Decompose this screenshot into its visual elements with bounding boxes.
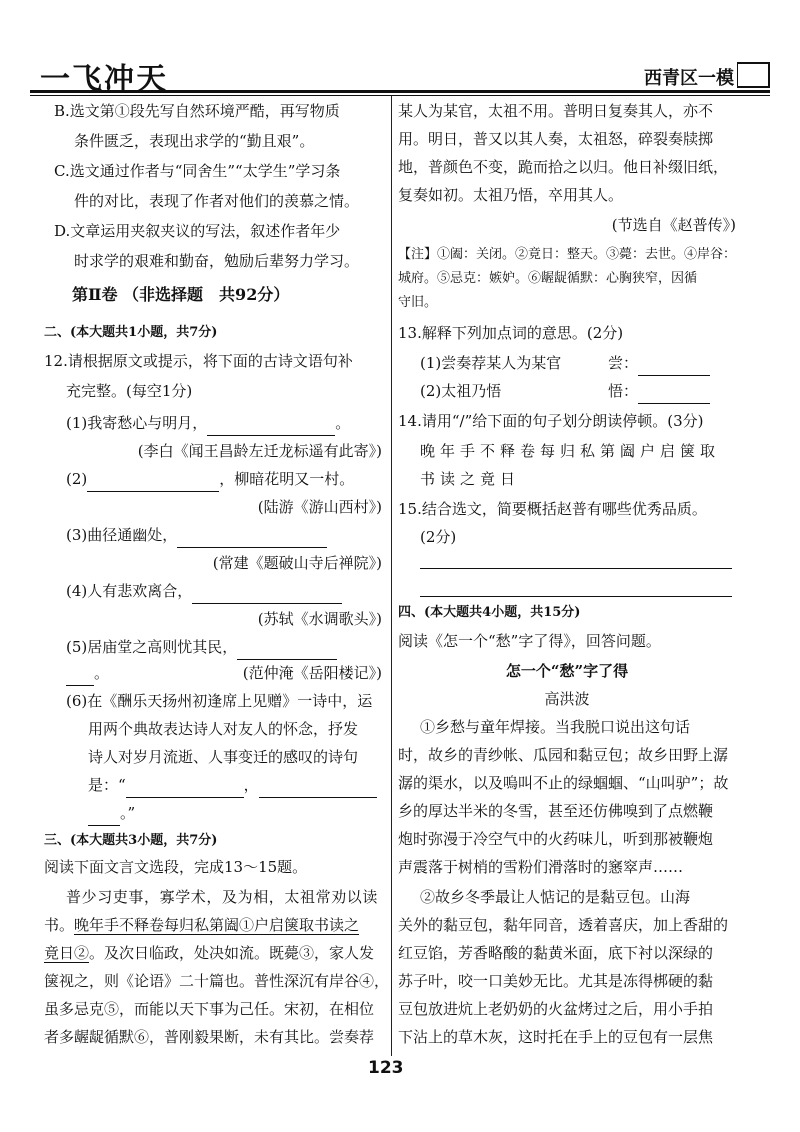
poem-6-line1: (6)在《酬乐天扬州初逢席上见赠》一诗中，运	[66, 692, 373, 710]
wenyan-line4: 箧视之，则《论语》二十篇也。普性深沉有岸谷④，	[44, 972, 390, 990]
wenyan-cont-1: 某人为某官，太祖不用。普明日复奏其人，亦不	[398, 102, 714, 120]
q13-item2-answer	[608, 378, 710, 404]
poem-5	[66, 634, 337, 660]
wenyan-source: (节选自《赵普传》)	[611, 216, 736, 234]
header-region: 西青区一模	[644, 68, 734, 89]
para2-line4: 苏子叶，咬一口美妙无比。尤其是冻得梆硬的黏	[398, 972, 714, 990]
poem-1: (1)我寄愁心与明月， 。	[66, 410, 350, 436]
poem-5-period: 。	[94, 664, 110, 682]
section-2-heading: 二、(本大题共1小题，共7分)	[44, 325, 218, 340]
option-b-line1: B.选文第①段先写自然环境严酷，再写物质	[54, 102, 340, 120]
q13-item1: (1)尝奏荐某人为某官	[420, 354, 562, 372]
para2-line2: 关外的黏豆包，黏年同音，透着喜庆，加上香甜的	[398, 916, 729, 934]
wenyan-cont-2: 用。明日，普又以其人奏，太祖怒，碎裂奏牍掷	[398, 130, 714, 148]
poem-2-blank[interactable]	[87, 473, 219, 492]
option-d-line2: 时求学的艰难和勤奋，勉励后辈努力学习。	[74, 252, 360, 270]
poem-4-text: (4)人有悲欢离合，	[66, 582, 193, 600]
para2-line6: 下沾上的草木灰，这时托在手上的豆包有一层焦	[398, 1028, 714, 1046]
poem-2-source: (陆游《游山西村》)	[257, 498, 382, 516]
q15-answer-line1[interactable]	[420, 568, 732, 569]
wenyan-line5: 虽多忌克⑤，而能以天下事为己任。宋初，在相位	[44, 1000, 375, 1018]
para2-line5: 豆包放进炕上老奶奶的火盆烤过之后，用小手拍	[398, 1000, 714, 1018]
option-b-line2: 条件匮乏，表现出求学的“勤且艰”。	[74, 132, 315, 150]
article-author: 高洪波	[544, 690, 590, 708]
brand-logo: 一飞冲天	[40, 62, 168, 97]
poem-3-text: (3)曲径通幽处，	[66, 526, 178, 544]
poem-6-line5	[88, 800, 135, 826]
q15-answer-line2[interactable]	[420, 596, 732, 597]
poem-3-blank[interactable]	[177, 529, 327, 548]
wenyan-underlined-1: 晚年手不释卷每归私第阖①户启箧取书读之	[74, 916, 360, 934]
article-title: 怎一个“愁”字了得	[505, 662, 629, 680]
poem-6-blank3[interactable]	[88, 807, 120, 826]
para1-line2: 时，故乡的青纱帐、瓜园和黏豆包；故乡田野上潺	[398, 746, 729, 764]
wenyan-line3-rest: 。及次日临政，处决如流。既薨③，家人发	[89, 944, 375, 962]
poem-3	[66, 522, 327, 548]
q13-item2: (2)太祖乃悟	[420, 382, 502, 400]
wenyan-line6: 者多龌龊循默⑥，普刚毅果断，未有其比。尝奏荐	[44, 1028, 375, 1046]
option-c-line2: 件的对比，表现了作者对他们的羡慕之情。	[74, 192, 360, 210]
q14-sentence-line2: 书读之竟日	[420, 470, 521, 488]
poem-5-source: (范仲淹《岳阳楼记》)	[242, 664, 382, 682]
q15-heading: 15.结合选文，简要概括赵普有哪些优秀品质。	[398, 500, 707, 518]
poem-6-blank1[interactable]	[126, 779, 244, 798]
wenyan-cont-3: 地，普颜色不变，跪而拾之以归。他日补缀旧纸，	[398, 158, 729, 176]
header-rule-thin	[30, 95, 770, 96]
q13-item1-label: 尝：	[608, 354, 639, 372]
page-number: 123	[368, 1058, 404, 1078]
wenyan-cont-4: 复奏如初。太祖乃悟，卒用其人。	[398, 186, 624, 204]
q15-score: (2分)	[420, 528, 457, 546]
poem-5-text: (5)居庙堂之高则忧其民，	[66, 638, 238, 656]
para1-line6: 声震落于树梢的雪粉们滑落时的窸窣声……	[398, 858, 684, 876]
para1-line1: ①乡愁与童年焊接。当我脱口说出这句话	[420, 718, 691, 736]
note-line2: 城府。⑤忌克：嫉妒。⑥龌龊循默：心胸狭窄，因循	[398, 271, 698, 286]
poem-1-text: (1)我寄愁心与明月，	[66, 414, 208, 432]
note-line3: 守旧。	[398, 295, 438, 310]
poem-4	[66, 578, 342, 604]
poem-6-comma: ，	[243, 776, 259, 794]
q12-line1: 12.请根据原文或提示，将下面的古诗文语句补	[44, 352, 353, 370]
note-line1: 【注】①阖：关闭。②竟日：整天。③薨：去世。④岸谷：	[398, 247, 737, 262]
poem-1-blank[interactable]	[207, 417, 335, 436]
poem-4-source: (苏轼《水调歌头》)	[257, 610, 382, 628]
section-3-instruction: 阅读下面文言文选段，完成13～15题。	[44, 858, 308, 876]
wenyan-underlined-2: 竟日②	[44, 944, 90, 962]
column-divider	[391, 96, 392, 1056]
header-rule	[30, 90, 770, 93]
poem-3-source: (常建《题破山寺后禅院》)	[212, 554, 382, 572]
para1-line4: 乡的厚达半米的冬雪，甚至还仿佛嗅到了点燃鞭	[398, 802, 714, 820]
poem-6-end: 。”	[120, 804, 136, 822]
poem-5-end	[66, 660, 109, 686]
para1-line5: 炮时弥漫于冷空气中的火药味儿，听到那被鞭炮	[398, 830, 714, 848]
page-header	[30, 52, 770, 97]
para1-line3: 潺的渠水，以及嗚叫不止的绿蝈蝈、“山叫驴”；故	[398, 774, 729, 792]
q13-item2-label: 悟：	[608, 382, 639, 400]
q13-item1-answer	[608, 350, 710, 376]
para2-line1: ②故乡冬季最让人惦记的是黏豆包。山海	[420, 888, 691, 906]
wenyan-line2	[44, 912, 359, 938]
poem-4-blank[interactable]	[192, 585, 342, 604]
poem-2-text: ，柳暗花明又一村。	[219, 470, 355, 488]
q13-heading: 13.解释下列加点词的意思。(2分)	[398, 324, 624, 342]
poem-2	[66, 466, 354, 492]
poem-1-source: (李白《闻王昌龄左迁龙标遥有此寄》)	[137, 442, 382, 460]
q12-line2: 充完整。(每空1分)	[66, 382, 193, 400]
poem-5-blank2[interactable]	[66, 667, 94, 686]
wenyan-line1: 普少习吏事，寡学术，及为相，太祖常劝以读	[66, 888, 379, 906]
q13-item2-blank[interactable]	[638, 385, 710, 404]
poem-6-line2: 用两个典故表达诗人对友人的怀念，抒发	[88, 720, 359, 738]
poem-6-prefix: 是：“	[88, 776, 126, 794]
section-4-instruction: 阅读《怎一个“愁”字了得》，回答问题。	[398, 632, 661, 650]
q14-sentence-line1: 晚年手不释卷每归私第阖户启箧取	[420, 442, 721, 460]
poem-5-blank[interactable]	[237, 641, 337, 660]
q14-heading: 14.请用“/”给下面的句子划分朗读停顿。(3分)	[398, 412, 704, 430]
q13-item1-blank[interactable]	[638, 357, 710, 376]
header-box-decoration	[737, 62, 770, 88]
poem-2-prefix: (2)	[66, 470, 88, 488]
poem-6-line3: 诗人对岁月流逝、人事变迁的感叹的诗句	[88, 748, 359, 766]
section-4-heading: 四、(本大题共4小题，共15分)	[398, 605, 581, 620]
volume-title: 第Ⅱ卷 （非选择题 共92分）	[72, 285, 290, 304]
para2-line3: 红豆馅，芳香略酸的黏黄米面，底下衬以深绿的	[398, 944, 714, 962]
section-3-heading: 三、(本大题共3小题，共7分)	[44, 833, 218, 848]
poem-6-blank2[interactable]	[259, 779, 377, 798]
option-c-line1: C.选文通过作者与“同舍生”“太学生”学习条	[54, 162, 341, 180]
poem-6-line4	[88, 772, 377, 798]
wenyan-line3	[44, 940, 374, 966]
option-d-line1: D.文章运用夹叙夹议的写法，叙述作者年少	[54, 222, 341, 240]
wenyan-line2-start: 书。	[44, 916, 75, 934]
